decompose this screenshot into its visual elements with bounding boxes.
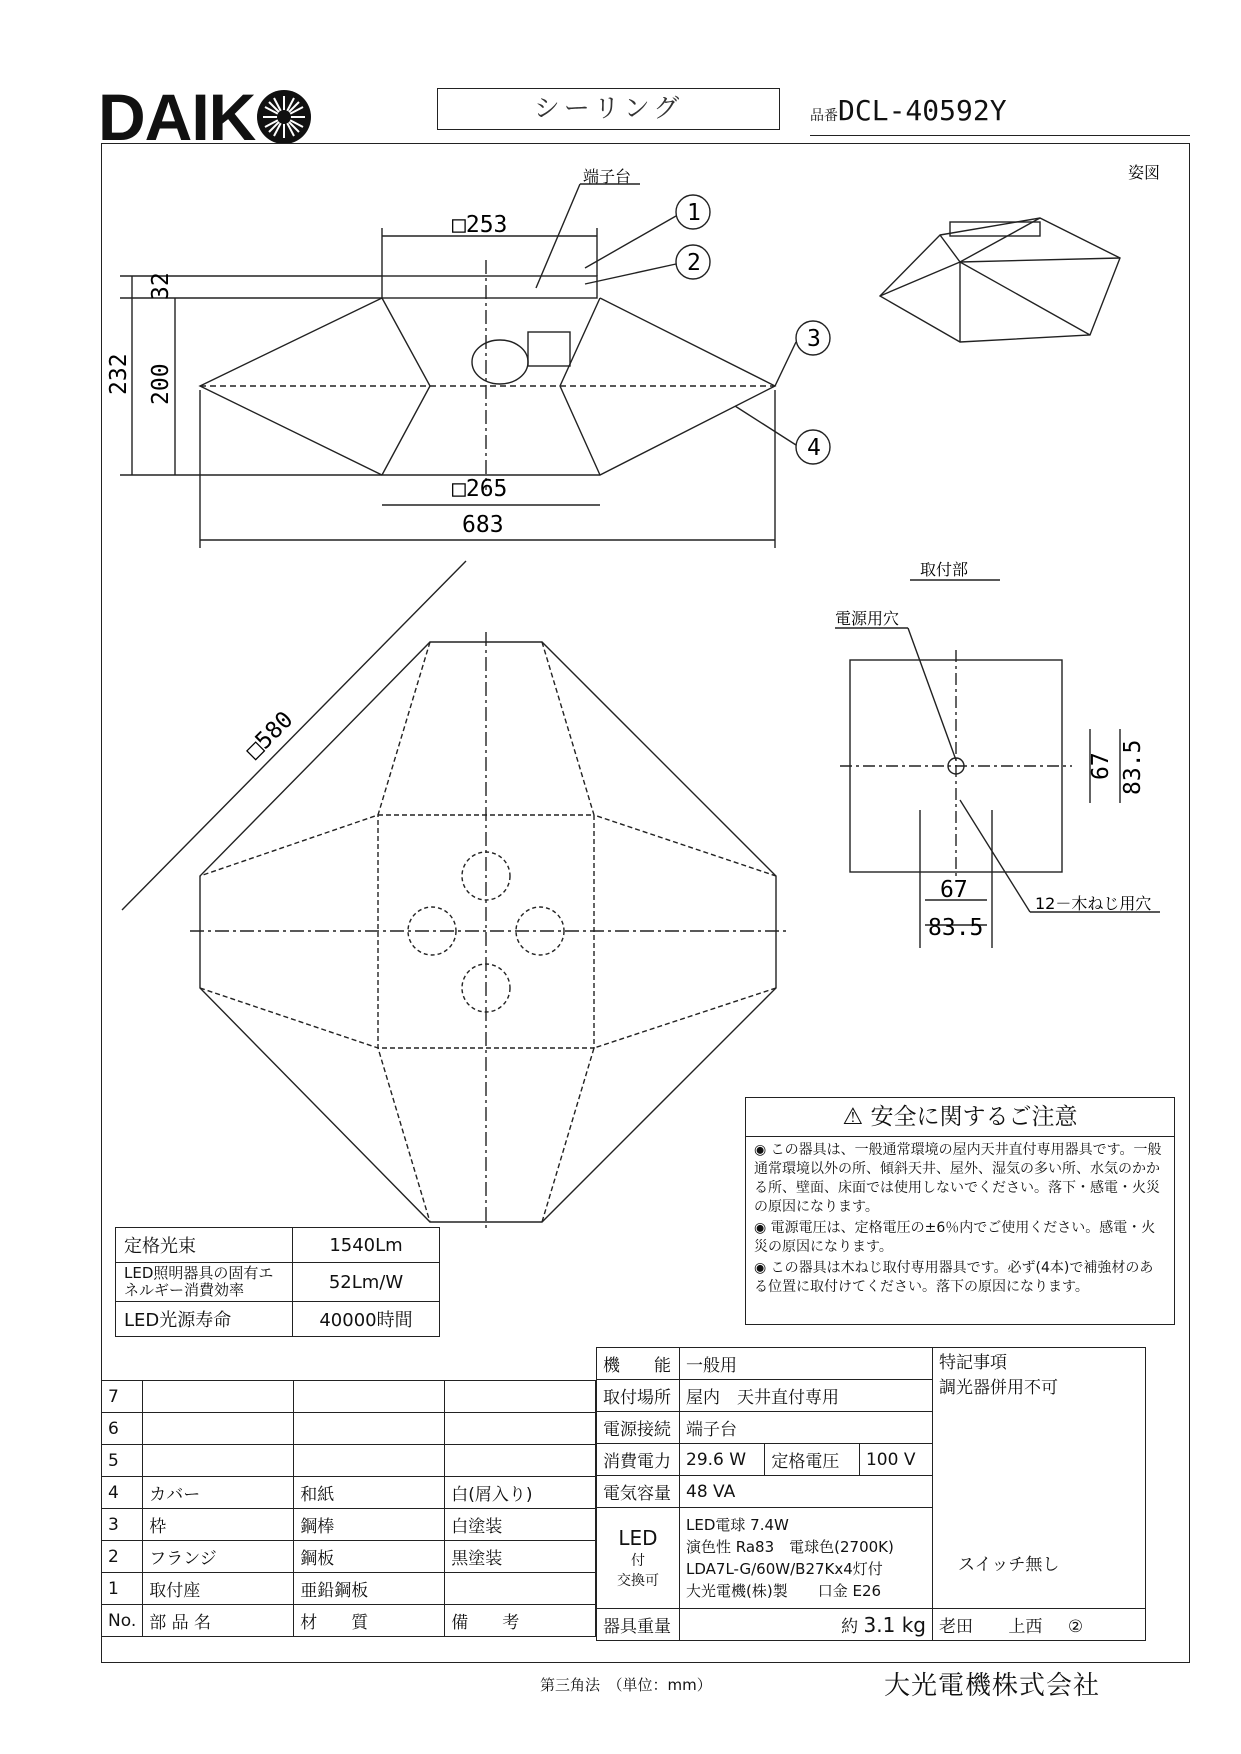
mount-title: 取付部 [920, 560, 969, 579]
info-value: 48 VA [680, 1476, 933, 1508]
dim-200: 200 [148, 363, 174, 405]
staff-1: 老田 [939, 1617, 973, 1637]
dim-265: □265 [452, 476, 508, 502]
info-value: 屋内 天井直付専用 [680, 1380, 933, 1412]
mount-dim-67-h: 67 [940, 877, 968, 903]
table-row: 5 [102, 1445, 596, 1477]
callout-2-text: 2 [687, 250, 701, 276]
info-value: 端子台 [680, 1412, 933, 1444]
safety-item: ◉ 電源電圧は、定格電圧の±6％内でご使用ください。感電・火災の原因になります。 [754, 1220, 1156, 1255]
info-label: 電源接続 [597, 1412, 680, 1444]
safety-item: ◉ この器具は木ねじ取付専用器具です。必ず(4本)で補強材のある位置に取付けてください。落下の原因になります。 [754, 1260, 1154, 1295]
info-label: 消費電力 [597, 1444, 680, 1476]
table-row: 6 [102, 1413, 596, 1445]
spec-label: 定格光束 [116, 1228, 293, 1263]
staff-2: 上西 [1008, 1617, 1043, 1637]
led-line: 大光電機(株)製 口金 E26 [686, 1582, 882, 1600]
model-prefix: 品番 [810, 108, 838, 124]
info-label: 取付場所 [597, 1380, 680, 1412]
spec-value: 52Lm/W [293, 1263, 440, 1302]
table-row: 7 [102, 1381, 596, 1413]
notes-label: 特記事項 [939, 1353, 1007, 1373]
bulb [472, 340, 528, 384]
warning-icon: ⚠ [842, 1104, 864, 1130]
table-row: 4 カバー 和紙 白(屑入り) [102, 1477, 596, 1509]
info-label: 機 能 [597, 1348, 680, 1380]
spec-value: 40000時間 [293, 1302, 440, 1337]
mount-dim-835-h: 83.5 [928, 915, 984, 941]
led-line: 演色性 Ra83 電球色(2700K) [686, 1538, 894, 1556]
info-table [596, 1347, 1146, 1641]
dim-253: □253 [452, 212, 508, 238]
company-name: 大光電機株式会社 [884, 1671, 1101, 1701]
screw-hole-label: 12－木ねじ用穴 [1035, 894, 1152, 913]
info-label: 定格電圧 [765, 1444, 860, 1476]
spec-table [115, 1227, 440, 1337]
safety-item: ◉ この器具は、一般通常環境の屋内天井直付専用器具です。一般通常環境以外の所、傾斜天井、屋外、湿気の多い所、水気のかかる所、壁面、床面では使用しないでください。落下・感電・火災の原因になります。 [754, 1142, 1162, 1215]
note-1: 調光器併用不可 [939, 1378, 1058, 1398]
mount-dim-67-v: 67 [1088, 752, 1114, 780]
info-label: 器具重量 [597, 1609, 680, 1641]
revision: ② [1067, 1617, 1084, 1637]
spec-value: 1540Lm [293, 1228, 440, 1263]
logo-text: DAIK [98, 80, 256, 154]
weight-prefix: 約 [841, 1617, 859, 1637]
spec-label: LED照明器具の固有エネルギー消費効率 [116, 1263, 293, 1302]
flange-outline [382, 276, 597, 298]
led-line: LDA7L-G/60W/B27Kx4灯付 [686, 1560, 883, 1578]
dim-32: 32 [148, 272, 174, 300]
safety-title-text: 安全に関するご注意 [870, 1104, 1078, 1130]
terminal-label: 端子台 [583, 167, 632, 186]
note-2: スイッチ無し [958, 1555, 1060, 1575]
dim-580: □580 [240, 706, 299, 765]
safety-title [746, 1098, 1174, 1137]
safety-box [745, 1097, 1175, 1325]
led-label: LED [618, 1526, 658, 1550]
iso-label: 姿図 [1128, 163, 1161, 182]
table-row: 2 フランジ 鋼板 黒塗装 [102, 1541, 596, 1573]
callout-3-text: 3 [807, 326, 821, 352]
model-value: DCL-40592Y [838, 94, 1007, 127]
parts-table [101, 1380, 596, 1637]
led-line: LED電球 7.4W [686, 1516, 789, 1534]
callout-1-text: 1 [687, 200, 701, 226]
mount-dim-835-v: 83.5 [1120, 739, 1146, 795]
socket [528, 332, 570, 366]
callout-4-text: 4 [807, 435, 821, 461]
led-sub: 付 交換可 [617, 1553, 659, 1589]
power-hole-label: 電源用穴 [835, 609, 900, 628]
table-row: 1 取付座 亜鉛鋼板 [102, 1573, 596, 1605]
info-value: 100 V [859, 1444, 932, 1476]
table-row: 3 枠 鋼棒 白塗装 [102, 1509, 596, 1541]
weight-value: 3.1 kg [863, 1613, 926, 1637]
dim-683: 683 [462, 512, 504, 538]
spec-label: LED光源寿命 [116, 1302, 293, 1337]
dim-232: 232 [106, 353, 132, 395]
table-header: No. 部 品 名 材 質 備 考 [102, 1605, 596, 1637]
info-label: 電気容量 [597, 1476, 680, 1508]
info-value: 29.6 W [680, 1444, 765, 1476]
dim-line-580 [122, 561, 466, 910]
projection-note: 第三角法 （単位：mm） [540, 1676, 712, 1694]
shade-outline [200, 298, 775, 475]
info-value: 一般用 [680, 1348, 933, 1380]
product-type: シーリング [437, 88, 780, 130]
